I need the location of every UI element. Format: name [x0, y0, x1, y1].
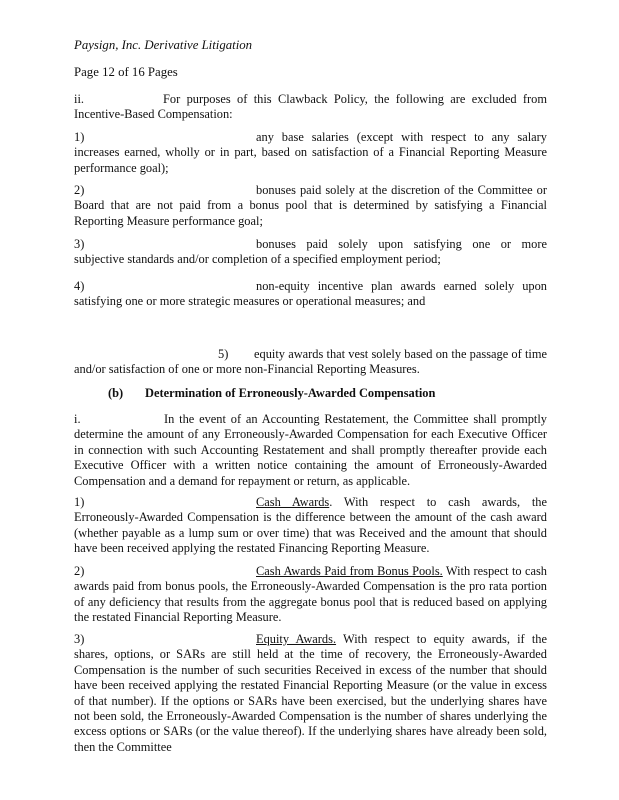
exclusion-item-text: bonuses paid solely upon satisfying one or more subjective standards and/or completion of a specified employment period;: [74, 237, 547, 267]
determination-paragraph-label: i.: [74, 412, 81, 426]
exclusion-item-text: any base salaries (except with respect to any salary increases earned, wholly or in part, based on satisfaction of a Financial Reporting Measure performance goal);: [74, 130, 547, 175]
exclusion-item: [74, 347, 547, 378]
determination-item: [74, 632, 547, 755]
exclusion-item-label: 1): [74, 130, 85, 144]
section-heading-label: (b): [108, 386, 124, 400]
exclusion-item-label: 2): [74, 183, 85, 197]
determination-item: [74, 564, 547, 626]
exclusion-item: [74, 130, 547, 176]
determination-item-title: Equity Awards.: [256, 632, 337, 646]
exclusion-item: [74, 237, 547, 268]
exclusion-item-text: non-equity incentive plan awards earned solely upon satisfying one or more strategic measures or operational measures; and: [74, 279, 547, 309]
determination-item-text: With respect to cash awards paid from bonus pools, the Erroneously-Awarded Compensation is the pro rata portion of any deficiency that results from the aggregate bonus pool that is reduced based on applying the restated Financial Reporting Measure.: [74, 564, 547, 625]
exclusion-item-label: 4): [74, 279, 85, 293]
exclusions-intro-label: ii.: [74, 92, 84, 106]
exclusion-item-text: equity awards that vest solely based on the passage of time and/or satisfaction of one or more non-Financial Reporting Measures.: [74, 347, 547, 377]
section-heading-title: Determination of Erroneously-Awarded Compensation: [145, 386, 436, 400]
determination-item-label: 2): [74, 564, 85, 578]
determination-item: [74, 495, 547, 557]
determination-item-label: 1): [74, 495, 85, 509]
determination-paragraph-text: In the event of an Accounting Restatement, the Committee shall promptly determine the amount of any Erroneously-Awarded Compensation for each Executive Officer in connection with such Accounting Restatement and shall promptly thereafter provide each Executive Officer with a written notice containing the amount of Erroneously-Awarded Compensation and a demand for repayment or return, as applicable.: [74, 412, 547, 488]
determination-item-label: 3): [74, 632, 85, 646]
exclusion-item-text: bonuses paid solely at the discretion of the Committee or Board that are not paid from a bonus pool that is determined by satisfying a Financial Reporting Measure performance goal;: [74, 183, 547, 228]
document-page: [74, 0, 547, 800]
page-number: Page 12 of 16 Pages: [74, 65, 178, 79]
determination-item-title: Cash Awards: [256, 495, 330, 509]
determination-item-text: With respect to equity awards, if the shares, options, or SARs are still held at the time of recovery, the Erroneously-Awarded Compensation is the number of such securities Received in excess of the number that should have been received applying the restated Financial Reporting Measure (or the value in excess of that number). If the options or SARs have been exercised, but the underlying shares have not been sold, the Erroneously-Awarded Compensation is the number of shares underlying the excess options or SARs (or the value thereof). If the underlying shares have already been sold, then the Committee: [74, 632, 548, 754]
determination-item-text: . With respect to cash awards, the Erroneously-Awarded Compensation is the difference between the amount of the cash award (whether payable as a lump sum or over time) that was Received and the amount that should have been received applying the restated Financing Reporting Measure.: [74, 495, 547, 556]
exclusion-item-label: 3): [74, 237, 85, 251]
document-title: Paysign, Inc. Derivative Litigation: [74, 38, 253, 52]
determination-item-title: Cash Awards Paid from Bonus Pools.: [256, 564, 443, 578]
exclusions-intro-text: For purposes of this Clawback Policy, the following are excluded from Incentive-Based Compensation:: [74, 92, 547, 122]
exclusion-item: [74, 279, 547, 310]
exclusion-item-label: 5): [218, 347, 229, 361]
determination-paragraph: [74, 412, 547, 489]
exclusions-intro: [74, 92, 547, 123]
exclusion-item: [74, 183, 547, 229]
section-heading: [108, 386, 435, 401]
